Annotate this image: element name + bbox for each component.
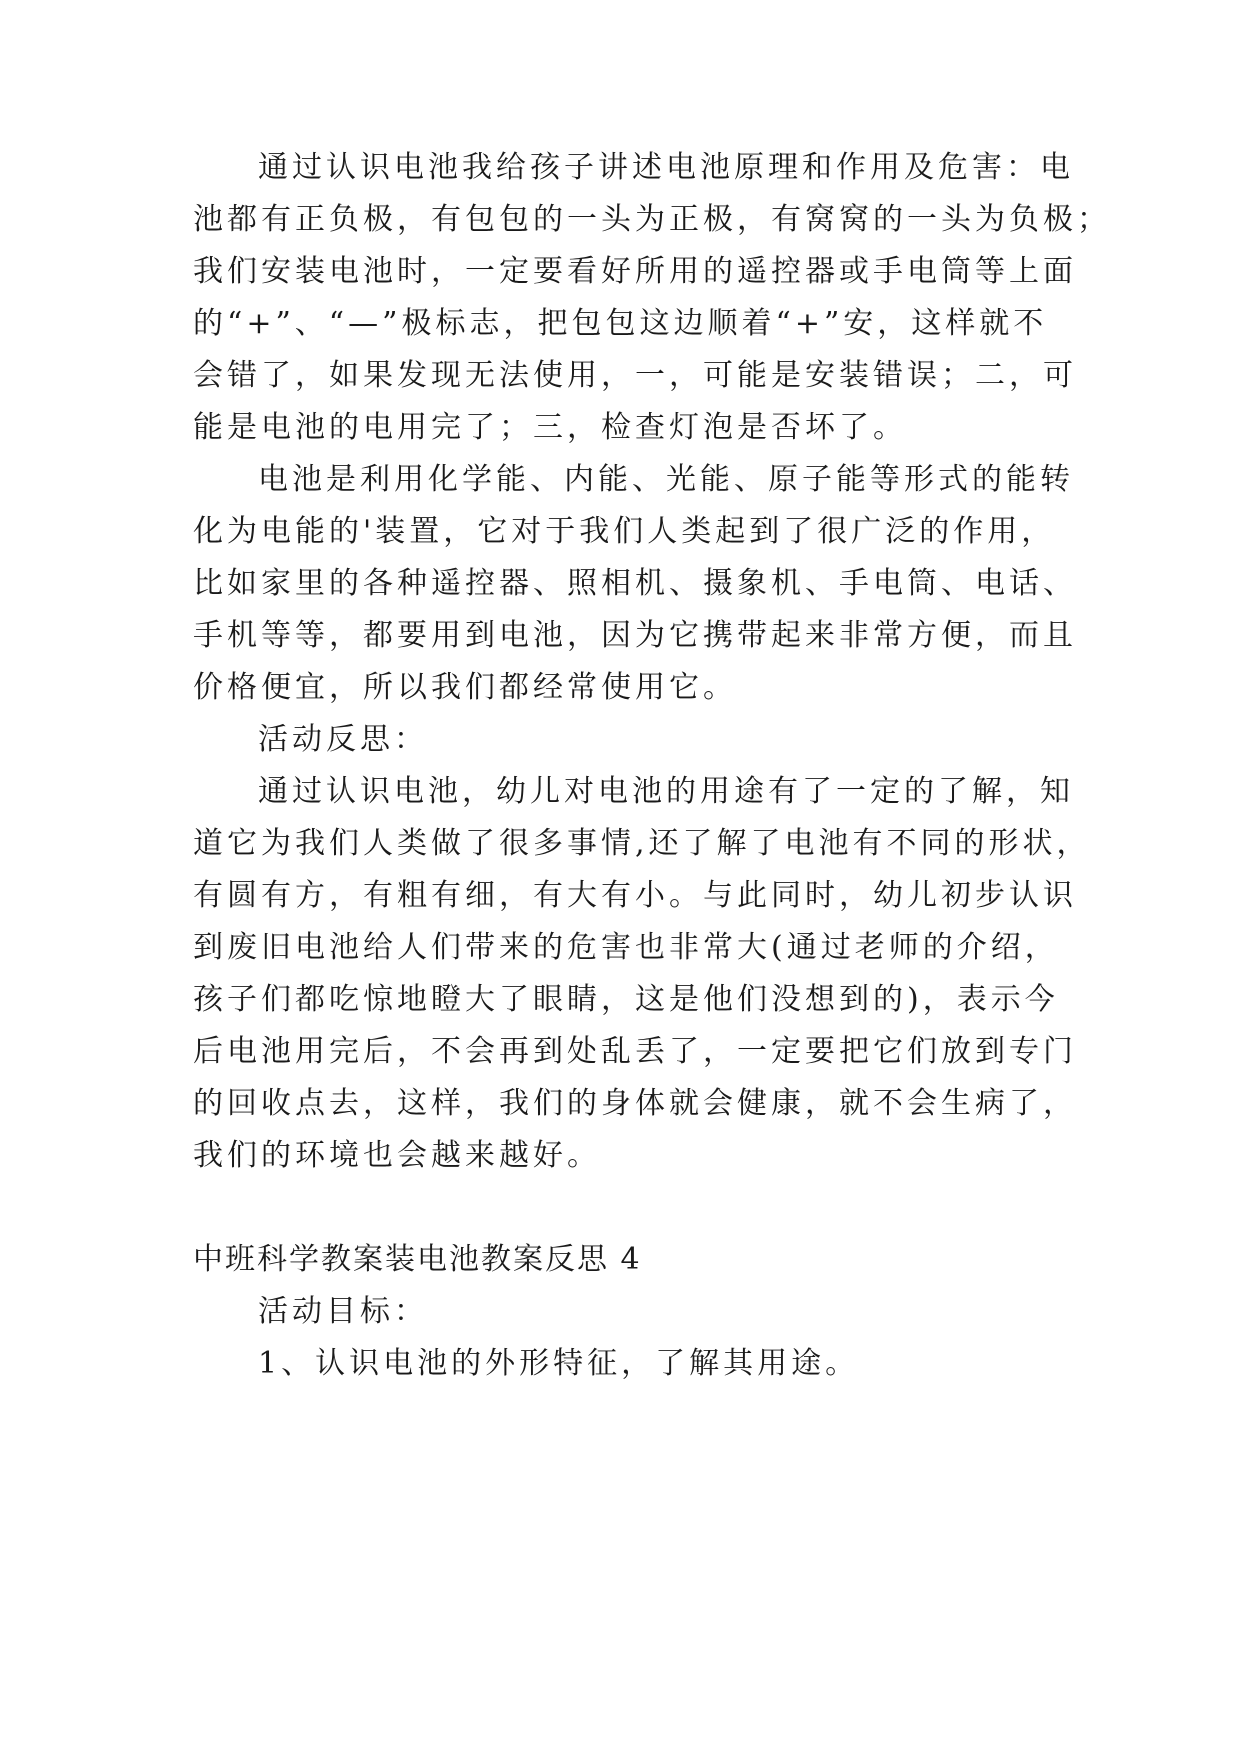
paragraph-1-line-4: 的“+”、“—”极标志，把包包这边顺着“+”安，这样就不 [193,306,1048,341]
paragraph-3-line-8: 我们的环境也会越来越好。 [193,1138,601,1173]
paragraph-1-line-6: 能是电池的电用完了；三，检查灯泡是否坏了。 [193,410,907,445]
paragraph-2-line-3: 比如家里的各种遥控器、照相机、摄象机、手电筒、电话、 [193,566,1077,601]
paragraph-1-line-2: 池都有正负极，有包包的一头为正极，有窝窝的一头为负极； [193,202,1111,237]
paragraph-2-line-4: 手机等等，都要用到电池，因为它携带起来非常方便，而且 [193,618,1077,653]
paragraph-1-line-3: 我们安装电池时，一定要看好所用的遥控器或手电筒等上面 [193,254,1077,289]
paragraph-3-line-7: 的回收点去，这样，我们的身体就会健康，就不会生病了， [193,1086,1077,1121]
paragraph-1-line-1: 通过认识电池我给孩子讲述电池原理和作用及危害：电 [258,150,1074,185]
paragraph-2-line-1: 电池是利用化学能、内能、光能、原子能等形式的能转 [258,462,1074,497]
paragraph-3-line-5: 孩子们都吃惊地瞪大了眼睛，这是他们没想到的)，表示今 [193,982,1059,1017]
paragraph-3-line-1: 通过认识电池，幼儿对电池的用途有了一定的了解，知 [258,774,1074,809]
paragraph-3-line-3: 有圆有方，有粗有细，有大有小。与此同时，幼儿初步认识 [193,878,1077,913]
paragraph-3-line-2: 道它为我们人类做了很多事情,还了解了电池有不同的形状， [193,826,1091,861]
paragraph-1-line-5: 会错了，如果发现无法使用，一，可能是安装错误；二，可 [193,358,1077,393]
section-title: 中班科学教案装电池教案反思 4 [193,1242,642,1277]
goal-item-1: 1、认识电池的外形特征，了解其用途。 [258,1346,860,1381]
paragraph-3-line-4: 到废旧电池给人们带来的危害也非常大(通过老师的介绍， [193,930,1059,965]
goal-label: 活动目标： [258,1294,428,1329]
paragraph-2-line-2: 化为电能的'装置，它对于我们人类起到了很广泛的作用， [193,514,1056,549]
paragraph-2-line-5: 价格便宜，所以我们都经常使用它。 [193,670,737,705]
reflection-label: 活动反思： [258,722,428,757]
paragraph-3-line-6: 后电池用完后，不会再到处乱丢了，一定要把它们放到专门 [193,1034,1077,1069]
